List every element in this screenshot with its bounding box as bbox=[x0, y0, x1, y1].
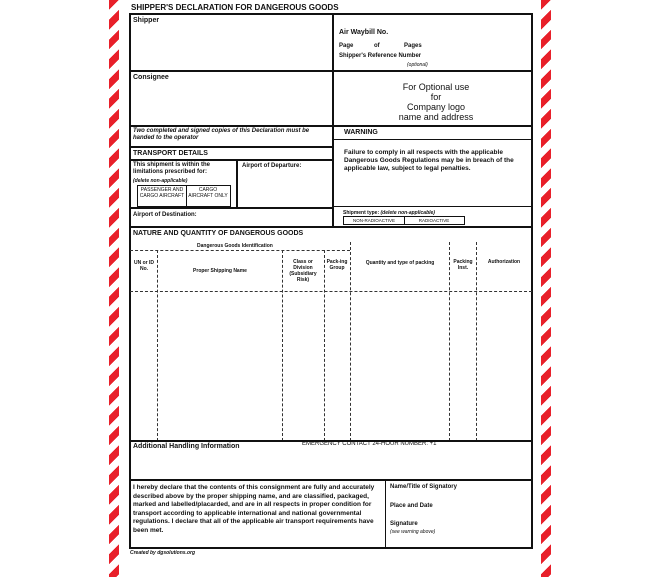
additional-handling-label: Additional Handling Information bbox=[133, 443, 240, 450]
col-pg-header: Pack-ing Group bbox=[326, 259, 348, 271]
col-un-header: UN or ID No. bbox=[134, 260, 154, 272]
copies-note: Two completed and signed copies of this Declaration must be handed to the operator bbox=[133, 128, 310, 141]
non-radioactive-option[interactable]: NON-RADIOACTIVE bbox=[352, 218, 395, 223]
column-header-line bbox=[130, 291, 532, 292]
col-auth-header: Authorization bbox=[487, 259, 521, 265]
form-title: SHIPPER'S DECLARATION FOR DANGEROUS GOODS bbox=[131, 3, 339, 12]
dg-ident-line bbox=[130, 250, 350, 251]
limitations-text: This shipment is within the limitations prescribed for: bbox=[133, 162, 211, 175]
place-date-label: Place and Date bbox=[390, 503, 433, 509]
emergency-contact: EMERGENCY CONTACT 24-HOUR NUMBER: +1 bbox=[302, 441, 437, 447]
declaration-text: I hereby declare that the contents of this consignment are fully and accurately described above by the proper shipping name, and are classified, packaged, marked and labelled/placarded, and are in all respects in proper condition for transport according to applicable international and national governmental regulations. I declare that all of the applicable air transport requirements have been met. bbox=[133, 484, 375, 534]
logo-area bbox=[370, 82, 502, 122]
shipment-type-box bbox=[343, 216, 465, 225]
place-date-field[interactable] bbox=[390, 511, 528, 521]
warning-text: Failure to comply in all respects with the applicable Dangerous Goods Regulations may be in breach of the applicable law, subject to legal penalties. bbox=[344, 149, 514, 172]
signature-label: Signature bbox=[390, 521, 418, 527]
air-waybill-label: Air Waybill No. bbox=[339, 29, 389, 36]
copies-bottom-line bbox=[129, 146, 333, 148]
departure-bottom-line bbox=[129, 207, 333, 209]
frame-top bbox=[129, 13, 533, 15]
consignee-bottom-line bbox=[129, 125, 533, 127]
shipper-ref-label: Shipper's Reference Number bbox=[339, 53, 422, 59]
declaration-top-line bbox=[129, 479, 533, 481]
signatory-name-label: Name/Title of Signatory bbox=[390, 484, 457, 490]
col-qty-header: Quantity and type of packing bbox=[365, 260, 435, 266]
transport-divider bbox=[236, 159, 238, 207]
departure-label: Airport of Departure: bbox=[242, 163, 302, 169]
aircraft-divider bbox=[186, 186, 187, 206]
warning-heading: WARNING bbox=[344, 129, 378, 136]
warning-divider bbox=[332, 139, 532, 140]
of-label: of bbox=[374, 43, 380, 49]
logo-line-3: Company logo bbox=[406, 102, 466, 112]
pages-label: Pages bbox=[404, 43, 422, 49]
aircraft-options-box bbox=[137, 185, 231, 207]
nature-top-line bbox=[129, 226, 533, 228]
declaration-divider bbox=[385, 479, 386, 548]
logo-line-4: name and address bbox=[398, 112, 474, 122]
shipment-type-text: Shipment type: bbox=[343, 210, 380, 216]
radioactive-option[interactable]: RADIOACTIVE bbox=[418, 218, 450, 223]
page-label: Page bbox=[339, 43, 354, 49]
mid-divider bbox=[332, 13, 334, 226]
consignee-field[interactable] bbox=[140, 84, 325, 122]
consignee-label: Consignee bbox=[133, 74, 169, 81]
shipper-bottom-line bbox=[129, 70, 533, 72]
shipper-field[interactable] bbox=[140, 26, 325, 68]
delete-na-text: (delete non-applicable) bbox=[133, 178, 188, 184]
dangerous-goods-table-body[interactable] bbox=[131, 293, 531, 439]
col-class-header: Class or Division (Subsidiary Risk) bbox=[289, 259, 317, 283]
right-hazard-stripe bbox=[541, 0, 551, 577]
passenger-aircraft-option[interactable]: PASSENGER AND CARGO AIRCRAFT bbox=[139, 187, 185, 199]
destination-label: Airport of Destination: bbox=[133, 212, 197, 218]
signatory-name-field[interactable] bbox=[390, 492, 528, 502]
optional-label: (optional) bbox=[407, 62, 428, 68]
col-pi-header: Packing Inst. bbox=[453, 259, 473, 271]
shipment-type-line bbox=[332, 206, 532, 207]
footer-credit: Created by dgsolutions.org bbox=[130, 550, 196, 556]
frame-bottom bbox=[129, 547, 533, 549]
additional-handling-field[interactable] bbox=[133, 454, 528, 476]
logo-line-2: for bbox=[430, 92, 442, 102]
shipper-label: Shipper bbox=[133, 17, 160, 24]
logo-line-1: For Optional use bbox=[402, 82, 470, 92]
shipment-type-delete: (delete non-applicable) bbox=[380, 210, 435, 216]
col-psn-header: Proper Shipping Name bbox=[193, 268, 247, 274]
frame-left bbox=[129, 13, 131, 549]
cargo-aircraft-option[interactable]: CARGO AIRCRAFT ONLY bbox=[188, 187, 228, 199]
see-warning-label: (see warning above) bbox=[390, 529, 436, 535]
left-hazard-stripe bbox=[109, 0, 119, 577]
dg-identification-label: Dangerous Goods Identification bbox=[197, 243, 273, 249]
frame-right bbox=[531, 13, 533, 549]
transport-heading-line bbox=[129, 159, 333, 161]
nature-heading: NATURE AND QUANTITY OF DANGEROUS GOODS bbox=[133, 230, 304, 237]
transport-heading: TRANSPORT DETAILS bbox=[133, 150, 208, 157]
signature-field[interactable] bbox=[390, 535, 528, 545]
